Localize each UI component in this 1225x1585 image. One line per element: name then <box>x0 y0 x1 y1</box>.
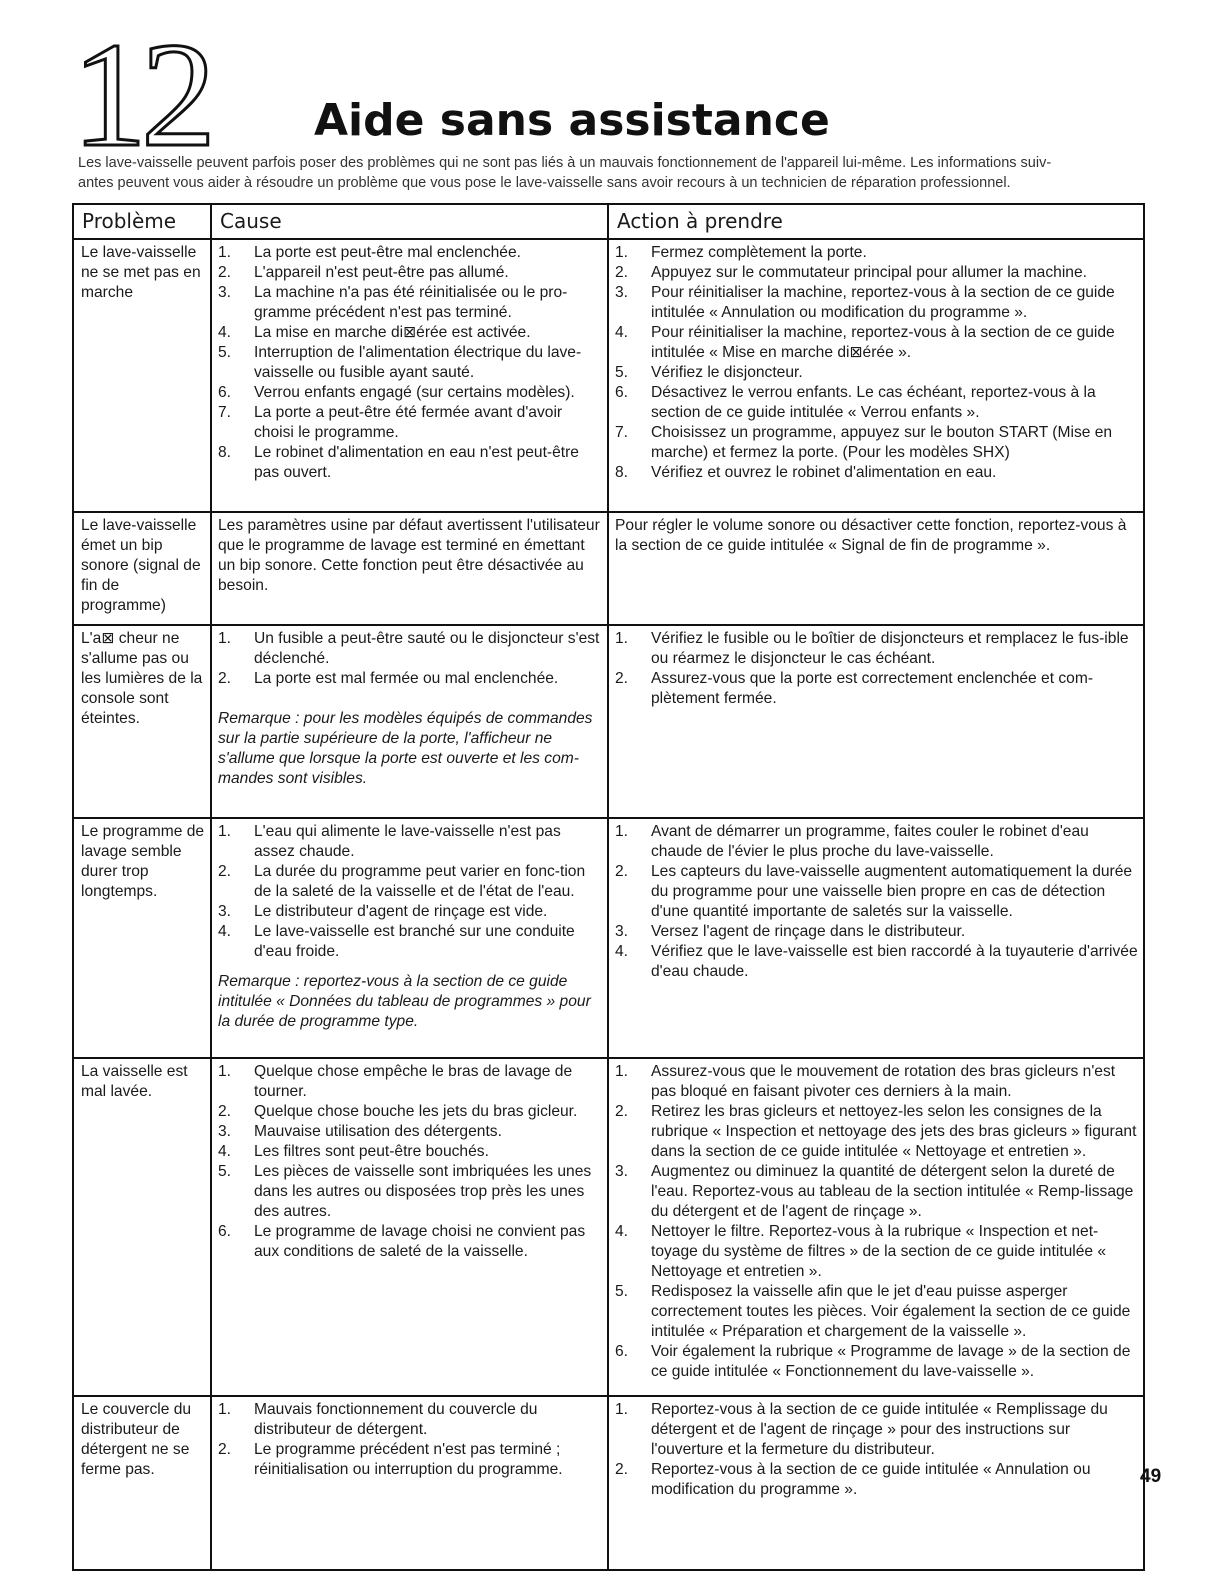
item-number: 3. <box>218 903 232 920</box>
item-text: Avant de démarrer un programme, faites couler le robinet d'eau chaude de l'évier le plus proche du lave-vaisselle. <box>651 823 1089 860</box>
cause-cell <box>211 239 608 512</box>
cause-item <box>218 1440 602 1480</box>
item-number: 4. <box>218 1143 232 1160</box>
item-text: Vérifiez le fusible ou le boîtier de disjoncteurs et remplacez le fus-ible ou réarmez le disjoncteur le cas échéant. <box>651 630 1129 667</box>
item-text: Mauvaise utilisation des détergents. <box>254 1123 502 1140</box>
cause-item <box>218 862 602 902</box>
item-text: Les capteurs du lave-vaisselle augmentent automatiquement la durée du programme pour une vaisselle bien propre en cas de détection d'une quantité importante de saletés sur la vaisselle. <box>651 863 1133 920</box>
item-text: Verrou enfants engagé (sur certains modèles). <box>254 384 575 401</box>
table-body <box>73 239 1144 1570</box>
action-cell <box>608 239 1144 512</box>
item-text: L'eau qui alimente le lave-vaisselle n'est pas assez chaude. <box>254 823 561 860</box>
item-number: 3. <box>218 1123 232 1140</box>
action-item <box>615 862 1138 922</box>
action-item <box>615 822 1138 862</box>
item-number: 5. <box>218 1163 232 1180</box>
item-text: Vérifiez et ouvrez le robinet d'alimentation en eau. <box>651 464 997 481</box>
cause-item <box>218 1122 602 1142</box>
action-item <box>615 1162 1138 1222</box>
cause-note: Remarque : pour les modèles équipés de commandes sur la partie supérieure de la porte, l'afficheur ne s'allume que lorsque la porte est ouverte et les com-mandes sont visibles. <box>218 710 593 787</box>
action-item <box>615 1342 1138 1382</box>
problem-cell: Le lave-vaisselle émet un bip sonore (signal de fin de programme) <box>73 512 211 625</box>
item-number: 7. <box>218 404 232 421</box>
item-number: 2. <box>615 670 629 687</box>
action-item <box>615 323 1138 363</box>
cause-cell <box>211 1396 608 1570</box>
action-list <box>615 822 1138 982</box>
action-cell <box>608 512 1144 625</box>
item-number: 2. <box>615 1103 629 1120</box>
item-text: Le robinet d'alimentation en eau n'est peut-être pas ouvert. <box>254 444 579 481</box>
header-problem: Problème <box>73 204 211 239</box>
item-text: La mise en marche di⊠érée est activée. <box>254 324 531 341</box>
item-number: 7. <box>615 424 629 441</box>
item-number: 1. <box>218 630 232 647</box>
action-cell <box>608 1396 1144 1570</box>
table-row <box>73 818 1144 1058</box>
action-list <box>615 1400 1138 1500</box>
item-text: Voir également la rubrique « Programme de lavage » de la section de ce guide intitulée « Fonctionnement du lave-vaisselle ». <box>651 1343 1131 1380</box>
item-text: L'appareil n'est peut-être pas allumé. <box>254 264 509 281</box>
action-item <box>615 942 1138 982</box>
cause-item <box>218 1102 602 1122</box>
item-number: 1. <box>615 630 629 647</box>
item-number: 1. <box>615 1401 629 1418</box>
item-text: Reportez-vous à la section de ce guide intitulée « Remplissage du détergent et de l'agent de rinçage » pour des instructions sur l'ouverture et la fermeture du distributeur. <box>651 1401 1108 1458</box>
item-number: 6. <box>218 1223 232 1240</box>
cause-cell <box>211 1058 608 1396</box>
page-number: 49 <box>1140 1466 1162 1487</box>
problem-cell: La vaisselle est mal lavée. <box>73 1058 211 1396</box>
action-item <box>615 363 1138 383</box>
cause-list <box>218 1400 602 1480</box>
action-item <box>615 263 1138 283</box>
item-number: 1. <box>218 1063 232 1080</box>
cause-text: Les paramètres usine par défaut avertissent l'utilisateur que le programme de lavage est terminé en émettant un bip sonore. Cette fonction peut être désactivée au besoin. <box>218 517 600 594</box>
cause-cell <box>211 818 608 1058</box>
problem-cell: Le couvercle du distributeur de détergent ne se ferme pas. <box>73 1396 211 1570</box>
action-list <box>615 1062 1138 1382</box>
item-number: 2. <box>615 1461 629 1478</box>
page-title: Aide sans assistance <box>314 95 830 146</box>
action-item <box>615 1400 1138 1460</box>
troubleshooting-table <box>72 203 1145 1571</box>
item-number: 3. <box>218 284 232 301</box>
item-number: 1. <box>218 823 232 840</box>
item-number: 3. <box>615 1163 629 1180</box>
item-number: 1. <box>615 823 629 840</box>
header-action: Action à prendre <box>608 204 1144 239</box>
item-text: La porte a peut-être été fermée avant d'avoir choisi le programme. <box>254 404 563 441</box>
cause-item <box>218 1162 602 1222</box>
item-number: 1. <box>615 244 629 261</box>
item-text: Appuyez sur le commutateur principal pour allumer la machine. <box>651 264 1087 281</box>
action-item <box>615 1102 1138 1162</box>
item-text: Versez l'agent de rinçage dans le distributeur. <box>651 923 966 940</box>
item-text: La porte est mal fermée ou mal enclenchée. <box>254 670 559 687</box>
table-row <box>73 512 1144 625</box>
item-text: Interruption de l'alimentation électrique du lave-vaisselle ou fusible ayant sauté. <box>254 344 582 381</box>
cause-item <box>218 283 602 323</box>
item-text: Fermez complètement la porte. <box>651 244 867 261</box>
action-item <box>615 243 1138 263</box>
item-number: 1. <box>218 244 232 261</box>
problem-cell: Le programme de lavage semble durer trop longtemps. <box>73 818 211 1058</box>
item-number: 8. <box>218 444 232 461</box>
cause-list <box>218 1062 602 1262</box>
cause-list <box>218 243 602 483</box>
item-text: Pour réinitialiser la machine, reportez-vous à la section de ce guide intitulée « Annulation ou modification du programme ». <box>651 284 1115 321</box>
item-number: 1. <box>615 1063 629 1080</box>
item-number: 4. <box>615 324 629 341</box>
item-text: Le lave-vaisselle est branché sur une conduite d'eau froide. <box>254 923 575 960</box>
item-text: Choisissez un programme, appuyez sur le bouton START (Mise en marche) et fermez la porte. (Pour les modèles SHX) <box>651 424 1113 461</box>
item-text: Vérifiez que le lave-vaisselle est bien raccordé à la tuyauterie d'arrivée d'eau chaude. <box>651 943 1138 980</box>
item-text: Nettoyer le filtre. Reportez-vous à la rubrique « Inspection et net-toyage du système de filtres » de la section de ce guide intitulée « Nettoyage et entretien ». <box>651 1223 1107 1280</box>
item-number: 5. <box>218 344 232 361</box>
table-row <box>73 1058 1144 1396</box>
item-text: Augmentez ou diminuez la quantité de détergent selon la dureté de l'eau. Reportez-vous au tableau de la section intitulée « Remp-lissage du détergent et de l'agent de rinçage ». <box>651 1163 1134 1220</box>
cause-note: Remarque : reportez-vous à la section de ce guide intitulée « Données du tableau de programmes » pour la durée de programme type. <box>218 973 591 1030</box>
item-number: 8. <box>615 464 629 481</box>
item-number: 5. <box>615 364 629 381</box>
action-list <box>615 629 1138 709</box>
action-list <box>615 243 1138 483</box>
cause-item <box>218 243 602 263</box>
item-number: 3. <box>615 923 629 940</box>
action-cell <box>608 1058 1144 1396</box>
cause-item <box>218 1142 602 1162</box>
item-text: Un fusible a peut-être sauté ou le disjoncteur s'est déclenché. <box>254 630 600 667</box>
table-row <box>73 625 1144 818</box>
item-text: La machine n'a pas été réinitialisée ou le pro-gramme précédent n'est pas terminé. <box>254 284 568 321</box>
item-text: Les filtres sont peut-être bouchés. <box>254 1143 489 1160</box>
item-text: Le distributeur d'agent de rinçage est vide. <box>254 903 548 920</box>
action-item <box>615 383 1138 423</box>
cause-item <box>218 263 602 283</box>
item-number: 6. <box>615 384 629 401</box>
item-text: Retirez les bras gicleurs et nettoyez-les selon les consignes de la rubrique « Inspection et nettoyage des jets des bras gicleurs » figurant dans la section de ce guide intitulée « Nettoyage et entretien ». <box>651 1103 1137 1160</box>
cause-item <box>218 403 602 443</box>
cause-item <box>218 1400 602 1440</box>
chapter-number: 12 <box>72 12 210 178</box>
item-text: Vérifiez le disjoncteur. <box>651 364 803 381</box>
cause-item <box>218 669 602 689</box>
cause-item <box>218 1222 602 1262</box>
cause-item <box>218 902 602 922</box>
action-item <box>615 423 1138 463</box>
cause-item <box>218 1062 602 1102</box>
cause-item <box>218 383 602 403</box>
item-text: Quelque chose bouche les jets du bras gicleur. <box>254 1103 578 1120</box>
item-text: Le programme de lavage choisi ne convient pas aux conditions de saleté de la vaisselle. <box>254 1223 586 1260</box>
problem-cell: L'a⊠ cheur ne s'allume pas ou les lumières de la console sont éteintes. <box>73 625 211 818</box>
item-number: 2. <box>218 863 232 880</box>
table-row <box>73 239 1144 512</box>
item-number: 3. <box>615 284 629 301</box>
item-number: 6. <box>615 1343 629 1360</box>
action-item <box>615 1282 1138 1342</box>
cause-cell <box>211 512 608 625</box>
action-text: Pour régler le volume sonore ou désactiver cette fonction, reportez-vous à la section de ce guide intitulée « Signal de fin de programme ». <box>615 517 1127 554</box>
intro-paragraph <box>78 153 1153 193</box>
action-item <box>615 283 1138 323</box>
item-text: La porte est peut-être mal enclenchée. <box>254 244 521 261</box>
cause-item <box>218 343 602 383</box>
table-row <box>73 1396 1144 1570</box>
cause-cell <box>211 625 608 818</box>
action-item <box>615 669 1138 709</box>
problem-cell: Le lave-vaisselle ne se met pas en marche <box>73 239 211 512</box>
item-text: Mauvais fonctionnement du couvercle du distributeur de détergent. <box>254 1401 538 1438</box>
item-number: 6. <box>218 384 232 401</box>
cause-item <box>218 922 602 962</box>
action-item <box>615 629 1138 669</box>
item-number: 2. <box>218 670 232 687</box>
item-text: Désactivez le verrou enfants. Le cas échéant, reportez-vous à la section de ce guide intitulée « Verrou enfants ». <box>651 384 1096 421</box>
cause-item <box>218 443 602 483</box>
item-text: La durée du programme peut varier en fonc-tion de la saleté de la vaisselle et de l'état de l'eau. <box>254 863 586 900</box>
table-header-row <box>73 204 1144 239</box>
cause-item <box>218 822 602 862</box>
cause-item <box>218 323 602 343</box>
item-number: 1. <box>218 1401 232 1418</box>
item-text: Redisposez la vaisselle afin que le jet d'eau puisse asperger correctement toutes les pièces. Voir également la section de ce guide intitulée « Préparation et chargement de la vaisselle ». <box>651 1283 1131 1340</box>
item-text: Le programme précédent n'est pas terminé ; réinitialisation ou interruption du programme. <box>254 1441 563 1478</box>
item-text: Reportez-vous à la section de ce guide intitulée « Annulation ou modification du programme ». <box>651 1461 1091 1498</box>
item-text: Quelque chose empêche le bras de lavage de tourner. <box>254 1063 573 1100</box>
intro-line: antes peuvent vous aider à résoudre un problème que vous pose le lave-vaisselle sans avoir recours à un technicien de réparation professionnel. <box>78 175 1011 191</box>
item-text: Assurez-vous que la porte est correctement enclenchée et com-plètement fermée. <box>651 670 1094 707</box>
item-number: 2. <box>615 863 629 880</box>
item-number: 2. <box>615 264 629 281</box>
item-number: 2. <box>218 1441 232 1458</box>
action-item <box>615 463 1138 483</box>
cause-list <box>218 629 602 689</box>
item-number: 4. <box>218 923 232 940</box>
item-number: 4. <box>615 1223 629 1240</box>
cause-list <box>218 822 602 962</box>
item-number: 4. <box>615 943 629 960</box>
item-number: 4. <box>218 324 232 341</box>
item-text: Pour réinitialiser la machine, reportez-vous à la section de ce guide intitulée « Mise en marche di⊠érée ». <box>651 324 1115 361</box>
action-item <box>615 1460 1138 1500</box>
intro-line: Les lave-vaisselle peuvent parfois poser des problèmes qui ne sont pas liés à un mauvais fonctionnement de l'appareil lui-même. Les informations suiv- <box>78 155 1052 171</box>
action-cell <box>608 818 1144 1058</box>
action-item <box>615 1062 1138 1102</box>
item-number: 2. <box>218 1103 232 1120</box>
item-number: 2. <box>218 264 232 281</box>
action-cell <box>608 625 1144 818</box>
action-item <box>615 1222 1138 1282</box>
header-cause: Cause <box>211 204 608 239</box>
cause-item <box>218 629 602 669</box>
action-item <box>615 922 1138 942</box>
item-text: Assurez-vous que le mouvement de rotation des bras gicleurs n'est pas bloqué en faisant pivoter ces derniers à la main. <box>651 1063 1116 1100</box>
item-text: Les pièces de vaisselle sont imbriquées les unes dans les autres ou disposées trop près les unes des autres. <box>254 1163 592 1220</box>
item-number: 5. <box>615 1283 629 1300</box>
